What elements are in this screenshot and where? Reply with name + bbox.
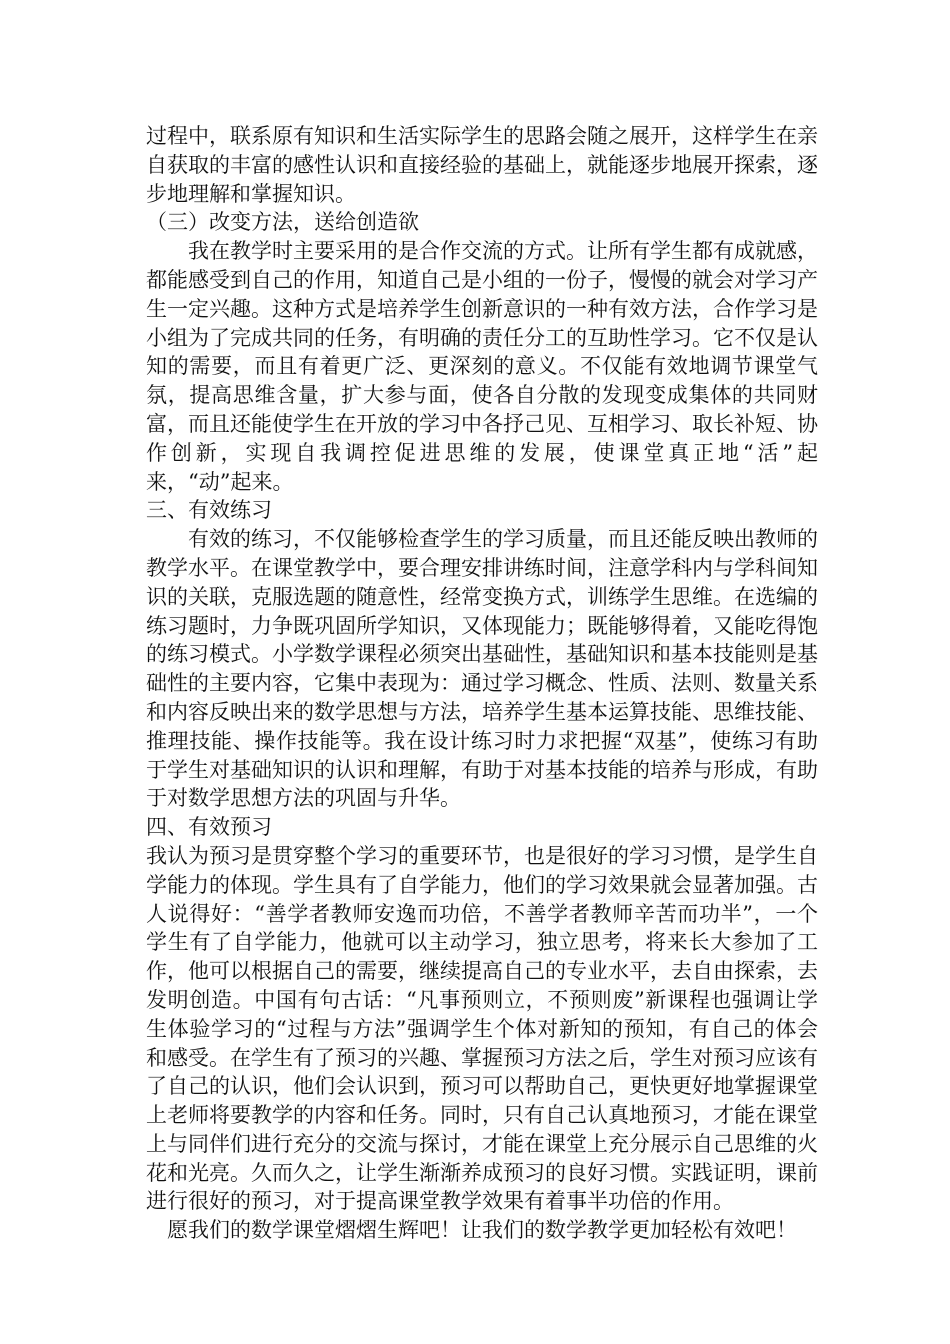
paragraph-effective-practice: 有效的练习，不仅能够检查学生的学习质量，而且还能反映出教师的教学水平。在课堂教学中，要合理安排讲练时间，注意学科内与学科间知识的关联，克服选题的随意性，经常变换方式，训练学生思维。在选编的练习题时，力争既巩固所学知识，又体现能力；既能够得着，又能吃得饱的练习模式。小学数学课程必须突出基础性，基础知识和基本技能则是基础性的主要内容，它集中表现为：通过学习概念、性质、法则、数量关系和内容反映出来的数学思想与方法，培养学生基本运算技能、思维技能、推理技能、操作技能等。我在设计练习时力求把握“双基”，使练习有助于学生对基础知识的认识和理解，有助于对基本技能的培养与形成，有助于对数学思想方法的巩固与升华。 — [146, 527, 818, 811]
section-heading-effective-preview: 四、有效预习 — [146, 815, 272, 840]
paragraph-cooperative-learning: 我在教学时主要采用的是合作交流的方式。让所有学生都有成就感，都能感受到自己的作用，知道自己是小组的一份子，慢慢的就会对学习产生一定兴趣。这种方式是培养学生创新意识的一种有效方法，合作学习是小组为了完成共同的任务，有明确的责任分工的互助性学习。它不仅是认知的需要，而且有着更广泛、更深刻的意义。不仅能有效地调节课堂气氛，提高思维含量，扩大参与面，使各自分散的发现变成集体的共同财富，而且还能使学生在开放的学习中各抒己见、互相学习、取长补短、协作创新，实现自我调控促进思维的发展，使课堂真正地“活”起来，“动”起来。 — [146, 239, 818, 494]
section-heading-effective-practice: 三、有效练习 — [146, 498, 272, 523]
paragraph-closing: 愿我们的数学课堂熠熠生辉吧！让我们的数学教学更加轻松有效吧！ — [167, 1218, 797, 1243]
section-heading-change-method: （三）改变方法，送给创造欲 — [146, 210, 419, 235]
paragraph-continuation: 过程中，联系原有知识和生活实际学生的思路会随之展开，这样学生在亲自获取的丰富的感性认识和直接经验的基础上，就能逐步地展开探索，逐步地理解和掌握知识。 — [146, 124, 818, 206]
paragraph-effective-preview: 我认为预习是贯穿整个学习的重要环节，也是很好的学习习惯，是学生自学能力的体现。学生具有了自学能力，他们的学习效果就会显著加强。古人说得好：“善学者教师安逸而功倍，不善学者教师辛苦而功半”，一个学生有了自学能力，他就可以主动学习，独立思考，将来长大参加了工作，他可以根据自己的需要，继续提高自己的专业水平，去自由探索，去发明创造。中国有句古话：“凡事预则立，不预则废”新课程也强调让学生体验学习的“过程与方法”强调学生个体对新知的预知，有自己的体会和感受。在学生有了预习的兴趣、掌握预习方法之后，学生对预习应该有了自己的认识，他们会认识到，预习可以帮助自己，更快更好地掌握课堂上老师将要教学的内容和任务。同时，只有自己认真地预习，才能在课堂上与同伴们进行充分的交流与探讨，才能在课堂上充分展示自己思维的火花和光亮。久而久之，让学生渐渐养成预习的良好习惯。实践证明，课前进行很好的预习，对于提高课堂教学效果有着事半功倍的作用。 — [146, 843, 818, 1214]
document-body — [146, 122, 818, 1245]
